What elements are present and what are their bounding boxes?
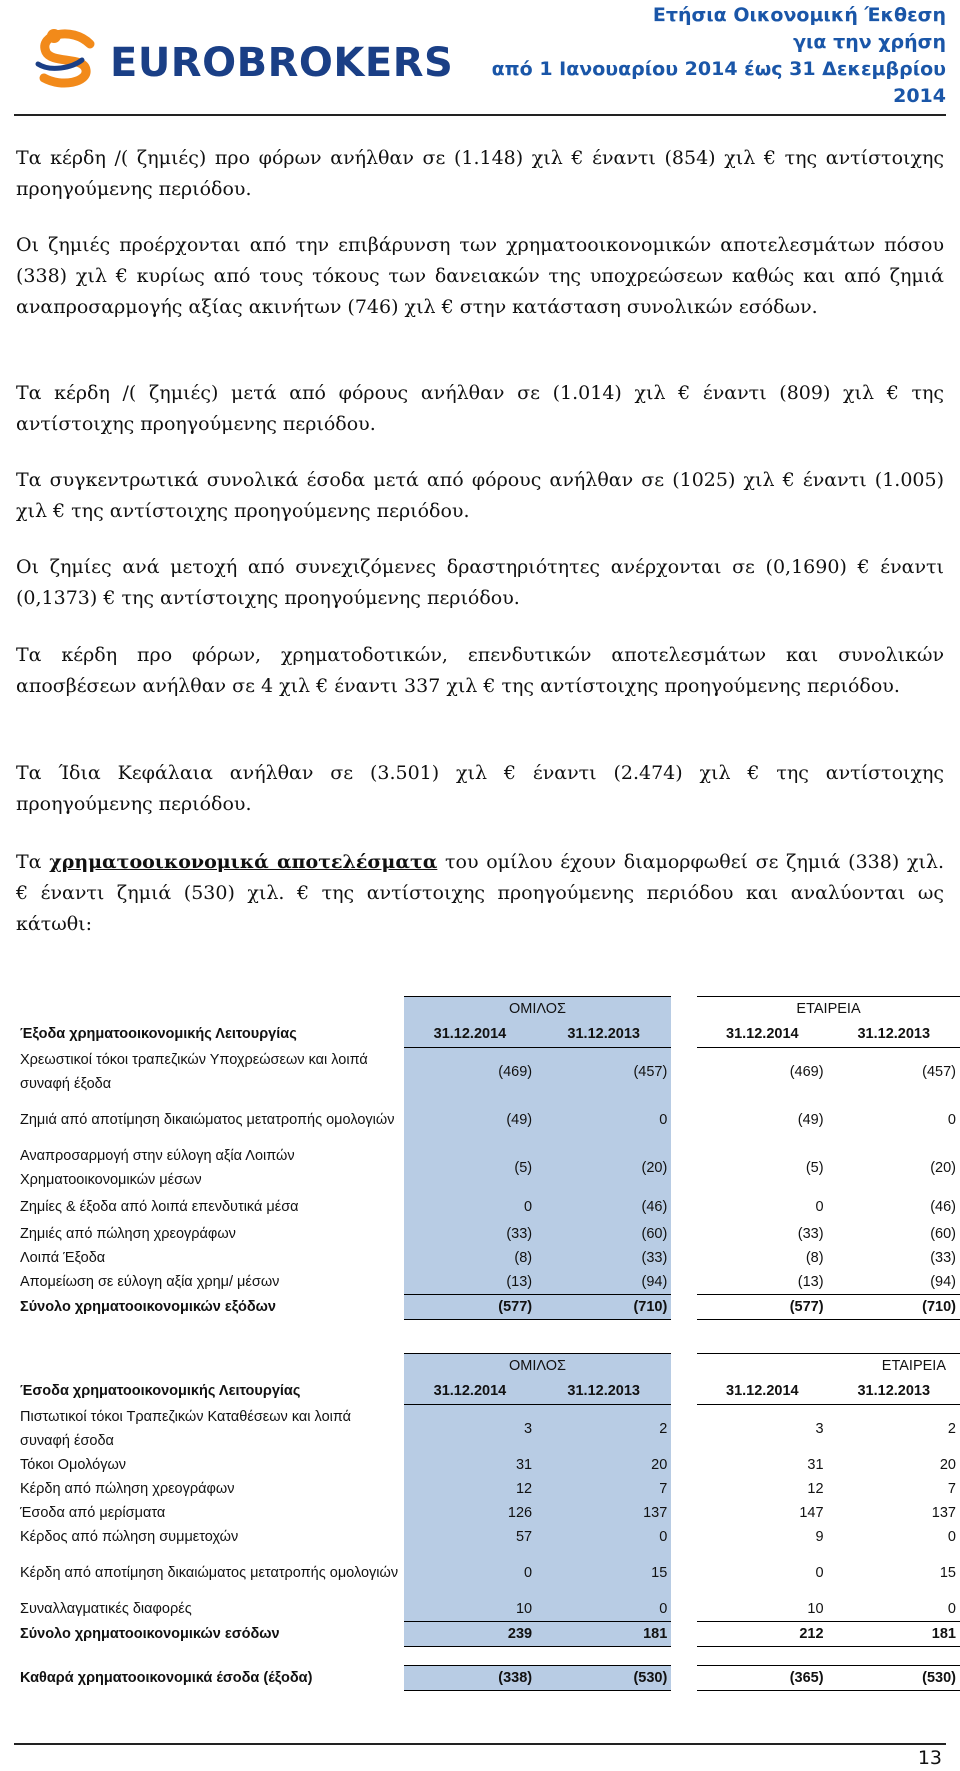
paragraph-ebitda: Τα κέρδη προ φόρων, χρηματοδοτικών, επενδυτικών αποτελεσμάτων και συνολικών αποσβέσεων ανήλθαν σε 4 χιλ € έναντι 337 χιλ € της αντίστοιχης προηγούμενης περιόδου. bbox=[16, 644, 944, 697]
cell-value: 2 bbox=[536, 1405, 671, 1454]
cell-value: 0 bbox=[815, 1565, 824, 1581]
date-header: 31.12.2013 bbox=[536, 1021, 671, 1048]
paragraph-comprehensive: Τα συγκεντρωτικά συνολικά έσοδα μετά από φόρους ανήλθαν σε (1025) χιλ € έναντι (1.005) χιλ € της αντίστοιχης προηγούμενης περιόδου. bbox=[16, 469, 944, 522]
text-run: του ομίλου έχουν διαμορφωθεί σε ζημιά (338) χιλ. € έναντι ζημιά (530) χιλ. € της αντίστοιχης προηγούμενης περιόδου και αναλύονται ως κάτωθι: bbox=[16, 851, 945, 935]
group-label: ΟΜΙΛΟΣ bbox=[404, 1354, 672, 1379]
cell-value: (46) bbox=[930, 1199, 956, 1215]
row-label: Αναπροσαρμογή στην εύλογη αξία Λοιπών Χρηματοοικονομικών μέσων bbox=[20, 1148, 295, 1188]
cell-value: (60) bbox=[536, 1222, 671, 1246]
row-label: Τόκοι Ομολόγων bbox=[20, 1457, 127, 1473]
date-header: 31.12.2013 bbox=[828, 1021, 960, 1048]
cell-value: (457) bbox=[922, 1064, 956, 1080]
cell-value: 0 bbox=[947, 1529, 956, 1545]
paragraph-financial-results bbox=[16, 847, 944, 940]
cell-value: 147 bbox=[799, 1505, 824, 1521]
row-label: Λοιπά Έξοδα bbox=[20, 1250, 106, 1266]
row-label: Κέρδη από αποτίμηση δικαιώματος μετατροπής ομολογιών bbox=[20, 1565, 399, 1581]
net-value: (530) bbox=[536, 1666, 671, 1691]
date-header: 31.12.2013 bbox=[536, 1378, 671, 1405]
date-header: 31.12.2014 bbox=[404, 1021, 536, 1048]
cell-value: (33) bbox=[536, 1246, 671, 1270]
row-label: Ζημιές από πώληση χρεογράφων bbox=[20, 1226, 236, 1242]
cell-value: (60) bbox=[930, 1226, 956, 1242]
cell-value: 126 bbox=[404, 1501, 536, 1525]
cell-value: (457) bbox=[536, 1048, 671, 1097]
table-row bbox=[16, 1549, 960, 1597]
page-number: 13 bbox=[917, 1747, 942, 1769]
table-row bbox=[16, 1048, 960, 1097]
net-value: (530) bbox=[828, 1666, 960, 1691]
cell-value: (46) bbox=[536, 1192, 671, 1222]
company-logo bbox=[22, 12, 454, 100]
table-title: Έσοδα χρηματοοικονομικής Λειτουργίας bbox=[20, 1383, 301, 1400]
row-label: Πιστωτικοί τόκοι Τραπεζικών Καταθέσεων και λοιπά συναφή έσοδα bbox=[20, 1408, 352, 1449]
row-label: Χρεωστικοί τόκοι τραπεζικών Υποχρεώσεων και λοιπά συναφή έξοδα bbox=[20, 1051, 368, 1092]
cell-value: (8) bbox=[805, 1250, 824, 1266]
cell-value: 15 bbox=[939, 1565, 956, 1581]
footer-divider bbox=[14, 1743, 946, 1745]
cell-value: (13) bbox=[404, 1270, 536, 1295]
row-label: Καθαρά χρηματοοικονομικά έσοδα (έξοδα) bbox=[20, 1670, 313, 1686]
cell-value: 3 bbox=[404, 1405, 536, 1454]
net-value: (365) bbox=[697, 1666, 828, 1691]
date-header: 31.12.2014 bbox=[404, 1378, 536, 1405]
emphasis-text: χρηματοοικονομικά αποτελέσματα bbox=[49, 851, 438, 873]
table-row bbox=[16, 1477, 960, 1501]
paragraph-pretax: Τα κέρδη /( ζημιές) προ φόρων ανήλθαν σε (1.148) χιλ € έναντι (854) χιλ € της αντίστοιχης προηγούμενης περιόδου. bbox=[16, 147, 944, 200]
row-label: Απομείωση σε εύλογη αξία χρημ/ μέσων bbox=[20, 1274, 280, 1291]
cell-value: 7 bbox=[947, 1481, 956, 1497]
table-title: Έξοδα χρηματοοικονομικής Λειτουργίας bbox=[20, 1026, 297, 1043]
logo-swirl-icon bbox=[32, 24, 102, 90]
cell-value: (20) bbox=[930, 1160, 956, 1176]
total-value: (577) bbox=[697, 1295, 828, 1320]
cell-value: (5) bbox=[404, 1144, 536, 1192]
cell-value: 0 bbox=[947, 1112, 956, 1128]
table-header-row bbox=[16, 1021, 960, 1048]
cell-value: (94) bbox=[930, 1274, 956, 1290]
cell-value: (469) bbox=[789, 1064, 824, 1080]
table-header-row bbox=[16, 1378, 960, 1405]
income-table bbox=[16, 1353, 960, 1691]
cell-value: 0 bbox=[404, 1549, 536, 1597]
row-label: Ζημίες & έξοδα από λοιπά επενδυτικά μέσα bbox=[20, 1199, 299, 1215]
table-row bbox=[16, 1096, 960, 1144]
cell-value: 0 bbox=[815, 1199, 824, 1215]
paragraph-equity: Τα Ίδια Κεφάλαια ανήλθαν σε (3.501) χιλ € έναντι (2.474) χιλ € της αντίστοιχης προηγούμενης περιόδου. bbox=[16, 762, 944, 815]
cell-value: 57 bbox=[404, 1525, 536, 1549]
total-value: 239 bbox=[404, 1622, 536, 1647]
cell-value: 20 bbox=[939, 1457, 956, 1473]
paragraph-aftertax: Τα κέρδη /( ζημιές) μετά από φόρους ανήλθαν σε (1.014) χιλ € έναντι (809) χιλ € της αντίστοιχης προηγούμενης περιόδου. bbox=[16, 382, 944, 435]
row-label: Κέρδος από πώληση συμμετοχών bbox=[20, 1529, 239, 1545]
cell-value: 15 bbox=[536, 1549, 671, 1597]
cell-value: 10 bbox=[807, 1601, 824, 1617]
header-divider bbox=[14, 114, 946, 116]
cell-value: 20 bbox=[536, 1453, 671, 1477]
report-title-line: από 1 Ιανουαρίου 2014 έως 31 Δεκεμβρίου bbox=[491, 58, 946, 80]
cell-value: 0 bbox=[536, 1525, 671, 1549]
date-header: 31.12.2013 bbox=[828, 1378, 960, 1405]
row-label: Έσοδα από μερίσματα bbox=[20, 1505, 166, 1521]
total-value: (710) bbox=[828, 1295, 960, 1320]
cell-value: (469) bbox=[404, 1048, 536, 1097]
cell-value: 10 bbox=[404, 1597, 536, 1622]
cell-value: (33) bbox=[404, 1222, 536, 1246]
text-run: Τα bbox=[16, 851, 50, 873]
net-row bbox=[16, 1666, 960, 1691]
row-label: Ζημιά από αποτίμηση δικαιώματος μετατροπής ομολογιών bbox=[20, 1112, 395, 1128]
total-value: 212 bbox=[697, 1622, 828, 1647]
table-group-header bbox=[16, 1354, 960, 1379]
cell-value: (33) bbox=[797, 1226, 824, 1242]
table-row bbox=[16, 1405, 960, 1454]
table-row bbox=[16, 1597, 960, 1622]
cell-value: 0 bbox=[947, 1601, 956, 1617]
table-row bbox=[16, 1525, 960, 1549]
net-value: (338) bbox=[404, 1666, 536, 1691]
row-label: Σύνολο χρηματοοικονομικών εσόδων bbox=[20, 1626, 280, 1642]
cell-value: (49) bbox=[797, 1112, 824, 1128]
report-title bbox=[492, 2, 946, 110]
company-label: ΕΤΑΙΡΕΙΑ bbox=[697, 997, 960, 1022]
total-value: 181 bbox=[828, 1622, 960, 1647]
cell-value: 2 bbox=[947, 1421, 956, 1437]
paragraph-eps: Οι ζημίες ανά μετοχή από συνεχιζόμενες δραστηριότητες ανέρχονται σε (0,1690) € έναντι (0,1373) € της αντίστοιχης προηγούμενης περιόδου. bbox=[16, 556, 944, 609]
cell-value: 7 bbox=[536, 1477, 671, 1501]
table-row bbox=[16, 1453, 960, 1477]
cell-value: (20) bbox=[536, 1144, 671, 1192]
cell-value: 137 bbox=[536, 1501, 671, 1525]
cell-value: 31 bbox=[807, 1457, 824, 1473]
total-value: (577) bbox=[404, 1295, 536, 1320]
date-header: 31.12.2014 bbox=[697, 1021, 828, 1048]
report-title-line: Ετήσια Οικονομική Έκθεση bbox=[652, 4, 946, 26]
cell-value: 0 bbox=[536, 1096, 671, 1144]
expenses-table bbox=[16, 996, 960, 1320]
logo-text: EUROBROKERS bbox=[110, 40, 454, 86]
date-header: 31.12.2014 bbox=[697, 1378, 828, 1405]
cell-value: (94) bbox=[536, 1270, 671, 1295]
cell-value: 12 bbox=[404, 1477, 536, 1501]
cell-value: (5) bbox=[805, 1160, 824, 1176]
row-label: Κέρδη από πώληση χρεογράφων bbox=[20, 1481, 235, 1497]
cell-value: 0 bbox=[404, 1192, 536, 1222]
table-row bbox=[16, 1222, 960, 1246]
table-row bbox=[16, 1270, 960, 1295]
cell-value: 3 bbox=[815, 1421, 824, 1437]
table-row bbox=[16, 1501, 960, 1525]
cell-value: (49) bbox=[404, 1096, 536, 1144]
company-label: ΕΤΑΙΡΕΙΑ bbox=[697, 1354, 960, 1379]
row-label: Συναλλαγματικές διαφορές bbox=[20, 1601, 192, 1618]
cell-value: (33) bbox=[930, 1250, 956, 1266]
table-row bbox=[16, 1192, 960, 1222]
group-label: ΟΜΙΛΟΣ bbox=[404, 997, 672, 1022]
cell-value: (8) bbox=[404, 1246, 536, 1270]
cell-value: 9 bbox=[815, 1529, 824, 1545]
cell-value: (13) bbox=[797, 1274, 824, 1290]
total-row bbox=[16, 1622, 960, 1647]
total-value: (710) bbox=[536, 1295, 671, 1320]
row-label: Σύνολο χρηματοοικονομικών εξόδων bbox=[20, 1299, 276, 1315]
report-title-line: 2014 bbox=[893, 85, 946, 107]
report-title-line: για την χρήση bbox=[793, 31, 946, 53]
cell-value: 0 bbox=[536, 1597, 671, 1622]
total-value: 181 bbox=[536, 1622, 671, 1647]
table-row bbox=[16, 1246, 960, 1270]
total-row bbox=[16, 1295, 960, 1320]
page-header bbox=[0, 0, 960, 112]
table-row bbox=[16, 1144, 960, 1192]
table-group-header bbox=[16, 997, 960, 1022]
cell-value: 31 bbox=[404, 1453, 536, 1477]
cell-value: 12 bbox=[807, 1481, 824, 1497]
paragraph-losses: Οι ζημιές προέρχονται από την επιβάρυνση των χρηματοοικονομικών αποτελεσμάτων πόσου (338) χιλ € κυρίως από τους τόκους των δανειακών της υποχρεώσεων καθώς και από ζημιά αναπροσαρμογής αξίας ακινήτων (746) χιλ € στην κατάσταση συνολικών εσόδων. bbox=[16, 234, 944, 318]
cell-value: 137 bbox=[931, 1505, 956, 1521]
